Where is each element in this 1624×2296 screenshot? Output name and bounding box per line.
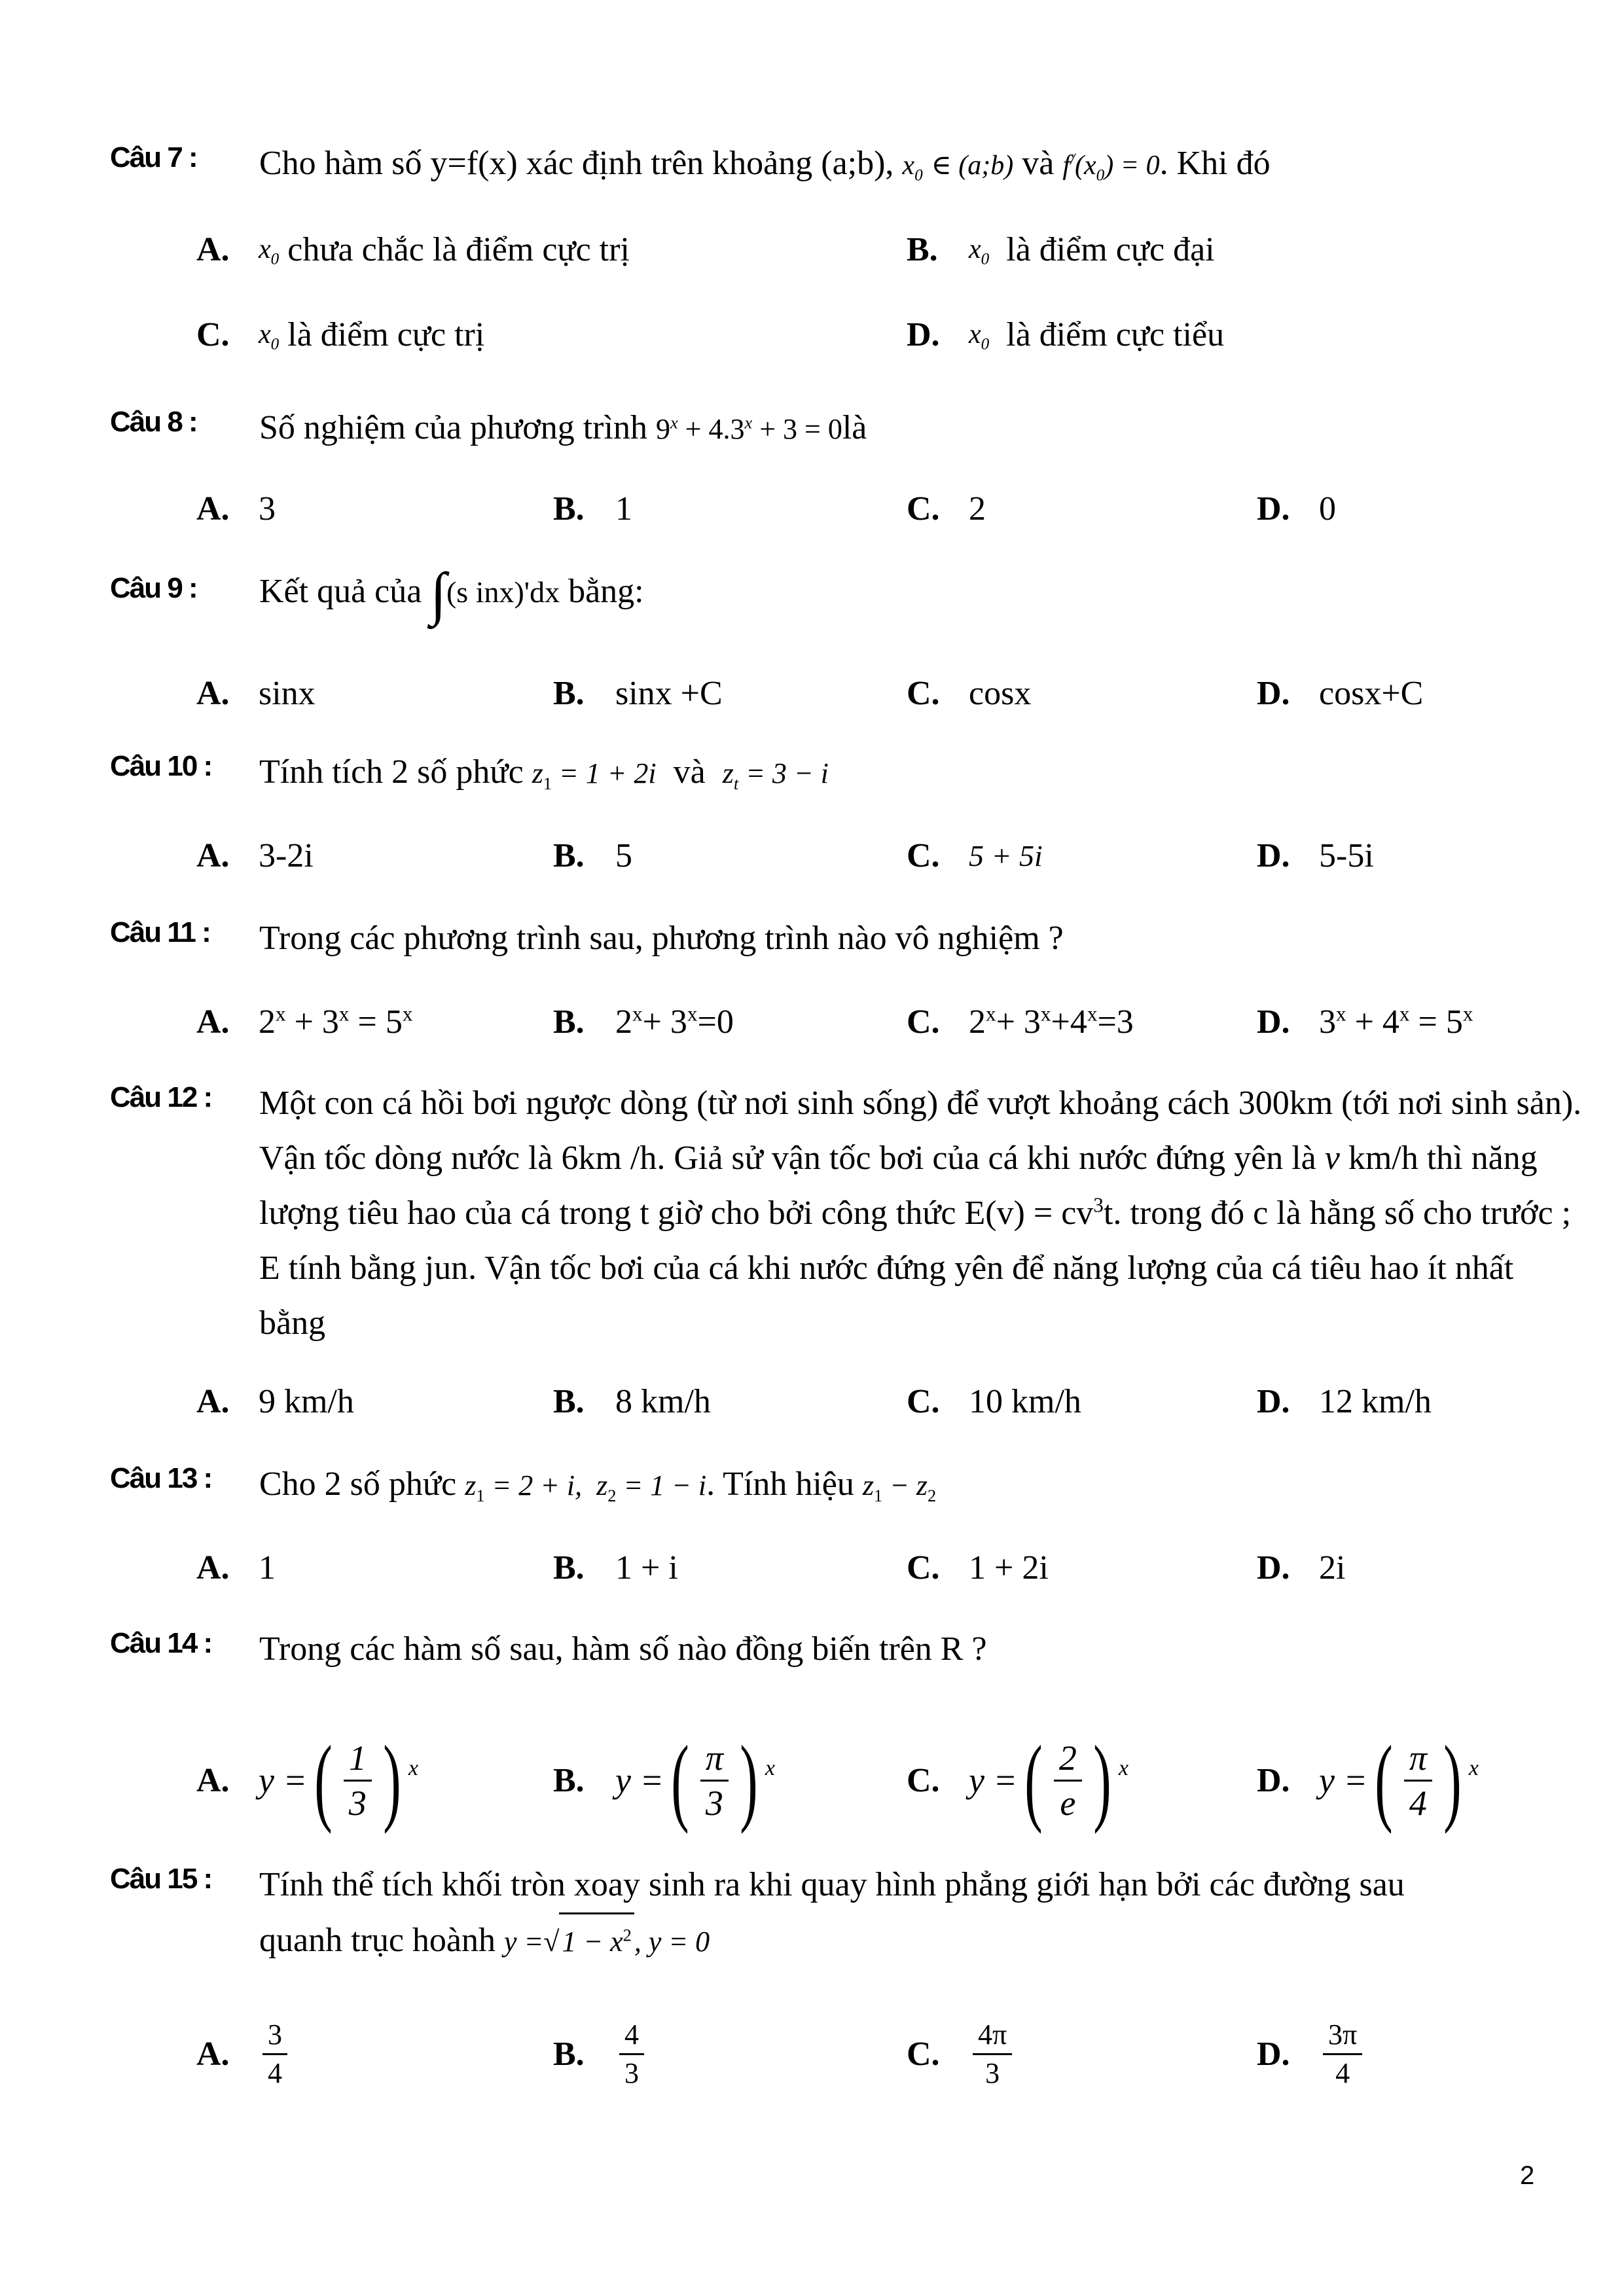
option-a[interactable]: A. $x_0$ chưa chắc là điểm cực trị: [196, 230, 630, 268]
question-label: Câu 14 :: [110, 1627, 212, 1659]
question-text: Trong các hàm số sau, hàm số nào đồng biến trên R ?: [259, 1630, 987, 1668]
options-row: [196, 1538, 1545, 1597]
options-row: [196, 479, 1545, 538]
option-a[interactable]: A. $2^x + 3^x = 5^x$: [196, 1002, 413, 1041]
question-text: Kết quả của ∫(s inx)'dx bằng:: [259, 562, 644, 627]
option-b[interactable]: B. 1: [553, 490, 632, 528]
options-row: [196, 1728, 1545, 1833]
option-a[interactable]: A. 3-2i: [196, 836, 314, 874]
question-label: Câu 15 :: [110, 1863, 212, 1895]
option-b[interactable]: B. 8 km/h: [553, 1382, 711, 1420]
options-row: [196, 826, 1545, 885]
option-b[interactable]: B. $\frac{4}{3}$: [553, 2008, 648, 2100]
option-d[interactable]: D. cosx+C: [1257, 674, 1424, 712]
option-a[interactable]: A. 9 km/h: [196, 1382, 354, 1420]
option-d[interactable]: D. $x_0$ là điểm cực tiểu: [907, 315, 1225, 353]
question-label: Câu 8 :: [110, 406, 197, 438]
option-c[interactable]: C. 10 km/h: [907, 1382, 1081, 1420]
question-text: Một con cá hồi bơi ngược dòng (từ nơi sinh sống) để vượt khoảng cách 300km (tới nơi sinh sản). Vận tốc dòng nước là 6km /h. Giả sử vận tốc bơi của cá khi nước đứng yên là v km/h thì năng lượng tiêu hao của cá trong t giờ cho bởi công thức $E(v) = cv^3t$. trong đó c là hằng số cho trước ; E tính bằng jun. Vận tốc bơi của cá khi nước đứng yên để năng lượng của cá tiêu hao ít nhất bằng: [259, 1085, 1582, 1342]
option-d[interactable]: D. 0: [1257, 490, 1336, 528]
option-c[interactable]: C. $\frac{4\pi}{3}$: [907, 2008, 1016, 2100]
options-row: [196, 305, 1545, 364]
option-d[interactable]: D. 2i: [1257, 1549, 1346, 1587]
question-text: Số nghiệm của phương trình $9^x + 4.3^x + 3$ = 0là: [259, 409, 867, 446]
options-row: [196, 1372, 1545, 1431]
option-c[interactable]: C. y = ( $\frac{2}{e}$ ) x: [907, 1726, 1128, 1835]
option-b[interactable]: B. $2^x+ 3^x=0$: [553, 1002, 734, 1041]
option-a[interactable]: A. 3: [196, 490, 276, 528]
option-c[interactable]: C. 5 + 5i: [907, 836, 1043, 874]
question-label: Câu 12 :: [110, 1081, 212, 1113]
option-c[interactable]: C. 1 + 2i: [907, 1549, 1049, 1587]
option-c[interactable]: C. $2^x+ 3^x+4^x=3$: [907, 1002, 1134, 1041]
question-text: Tính thể tích khối tròn xoay sinh ra khi quay hình phẳng giới hạn bởi các đường sau quanh trục hoành $y =√1 - x^2$, y = 0: [259, 1857, 1588, 1969]
options-row: [196, 992, 1545, 1051]
option-a[interactable]: A. sinx: [196, 674, 316, 712]
option-c[interactable]: C. 2: [907, 490, 986, 528]
option-b[interactable]: B. 5: [553, 836, 632, 874]
option-a[interactable]: A. y = ( $\frac{1}{3}$ ) x: [196, 1726, 418, 1835]
question-label: Câu 11 :: [110, 916, 210, 948]
question-label: Câu 13 :: [110, 1462, 212, 1494]
question-label: Câu 10 :: [110, 750, 212, 782]
option-d[interactable]: D. $3^x + 4^x = 5^x$: [1257, 1002, 1473, 1041]
option-d[interactable]: D. 5-5i: [1257, 836, 1374, 874]
page-number: 2: [1520, 2161, 1535, 2190]
question-text: Trong các phương trình sau, phương trình nào vô nghiệm ?: [259, 920, 1064, 957]
options-row: [196, 220, 1545, 279]
question-text: Cho 2 số phức $z_1 = 2 + i$, $z_2 = 1 - i$. Tính hiệu $z_1 - z_2$: [259, 1465, 937, 1505]
option-a[interactable]: A. $\frac{3}{4}$: [196, 2008, 291, 2100]
option-a[interactable]: A. 1: [196, 1549, 276, 1587]
question-label: Câu 9 :: [110, 572, 197, 604]
integral-sign: ∫: [430, 562, 446, 627]
question-text: Cho hàm số y=f(x) xác định trên khoảng (a;b), $x_0$ ∈ (a;b) và $f^/(x_0) = 0$. Khi đó: [259, 145, 1271, 185]
question-label: Câu 7 :: [110, 141, 197, 173]
option-c[interactable]: C. $x_0$ là điểm cực trị: [196, 315, 485, 353]
question-text: Tính tích 2 số phức $z_1 = 1 + 2i$ và $z_t = 3 - i$: [259, 753, 829, 793]
option-c[interactable]: C. cosx: [907, 674, 1032, 712]
option-d[interactable]: D. y = ( $\frac{\pi}{4}$ ) x: [1257, 1726, 1479, 1835]
option-d[interactable]: D. $\frac{3\pi}{4}$: [1257, 2008, 1366, 2100]
option-d[interactable]: D. 12 km/h: [1257, 1382, 1432, 1420]
option-b[interactable]: B. $x_0$ là điểm cực đại: [907, 230, 1215, 268]
option-b[interactable]: B. y = ( $\frac{\pi}{3}$ ) x: [553, 1726, 775, 1835]
option-b[interactable]: B. 1 + i: [553, 1549, 678, 1587]
option-b[interactable]: B. sinx +C: [553, 674, 723, 712]
options-row: [196, 664, 1545, 723]
options-row: [196, 2008, 1545, 2100]
